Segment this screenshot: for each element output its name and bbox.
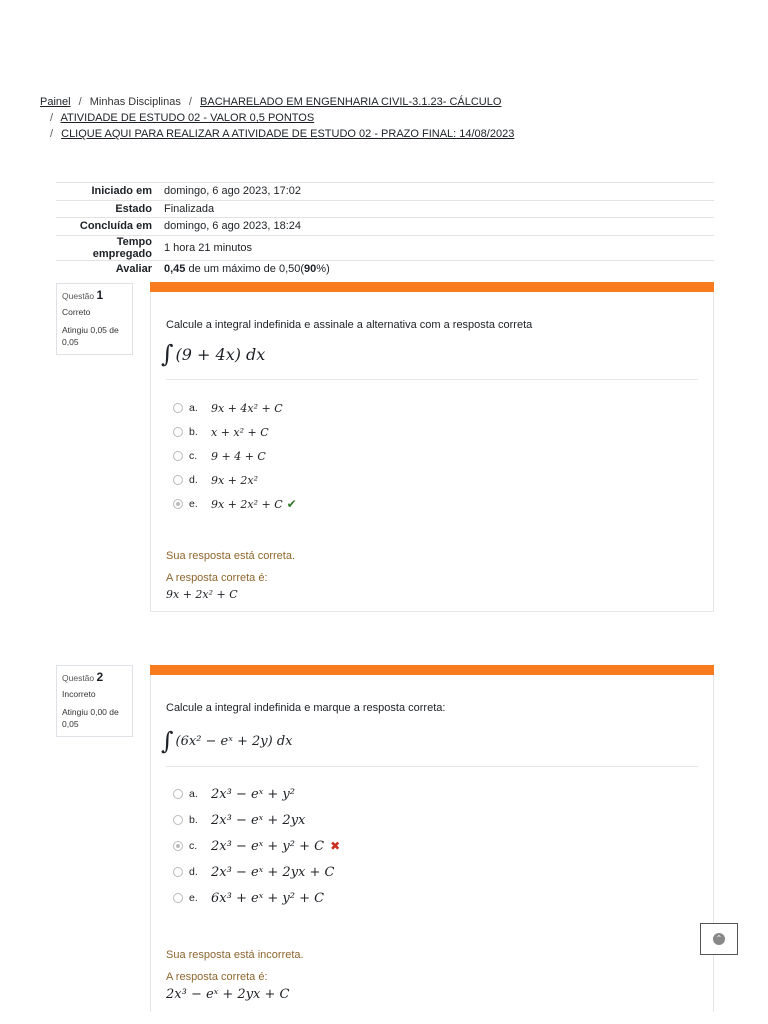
option-e[interactable] bbox=[173, 885, 698, 911]
attempt-summary-table bbox=[56, 182, 714, 278]
question-number: Questão 1 bbox=[62, 288, 104, 302]
breadcrumb-separator: / bbox=[50, 128, 54, 140]
arrow-up-icon: ⌃ bbox=[713, 933, 725, 945]
summary-row-concluida bbox=[56, 218, 714, 236]
summary-label: Iniciado em bbox=[56, 183, 162, 201]
summary-value: 1 hora 21 minutos bbox=[162, 235, 714, 260]
question-formula bbox=[161, 722, 713, 760]
option-math: 6x³ + eˣ + y² + C bbox=[211, 890, 325, 906]
summary-label: Estado bbox=[56, 200, 162, 218]
summary-row-iniciado bbox=[56, 183, 714, 201]
summary-row-tempo bbox=[56, 235, 714, 260]
option-letter: c. bbox=[189, 450, 198, 462]
option-letter: e. bbox=[189, 892, 198, 904]
radio-button[interactable] bbox=[173, 815, 183, 825]
question-content bbox=[150, 675, 714, 1012]
score: 0,45 bbox=[164, 263, 186, 276]
feedback-text: Sua resposta está incorreta. bbox=[166, 949, 304, 961]
summary-row-avaliar bbox=[56, 260, 714, 278]
breadcrumb-painel[interactable]: Painel bbox=[40, 96, 71, 108]
question-content bbox=[150, 292, 714, 612]
option-letter: b. bbox=[189, 426, 198, 438]
radio-button[interactable] bbox=[173, 475, 183, 485]
cross-icon: ✖ bbox=[330, 839, 341, 853]
breadcrumb-separator: / bbox=[188, 96, 192, 108]
summary-row-estado bbox=[56, 200, 714, 218]
summary-value bbox=[162, 260, 714, 278]
option-letter: d. bbox=[189, 866, 198, 878]
option-b[interactable] bbox=[173, 420, 698, 444]
question-info-2 bbox=[56, 665, 133, 737]
score-text-end: %) bbox=[316, 263, 330, 276]
option-math: 2x³ − eˣ + y² bbox=[211, 786, 295, 802]
back-to-top-button[interactable] bbox=[700, 923, 738, 955]
question-header-bar bbox=[150, 282, 714, 292]
option-math: 2x³ − eˣ + 2yx + C bbox=[211, 864, 335, 880]
question-header-bar bbox=[150, 665, 714, 675]
check-icon: ✔ bbox=[286, 497, 297, 511]
radio-button[interactable] bbox=[173, 451, 183, 461]
radio-button[interactable] bbox=[173, 789, 183, 799]
question-text: Calcule a integral indefinida e marque a resposta correta: bbox=[166, 702, 446, 714]
radio-button[interactable] bbox=[173, 893, 183, 903]
radio-button[interactable] bbox=[173, 403, 183, 413]
breadcrumb-curso[interactable]: BACHARELADO EM ENGENHARIA CIVIL-3.1.23- CÁLCULO bbox=[200, 96, 502, 108]
integral-icon: ∫ bbox=[161, 340, 174, 368]
radio-button[interactable] bbox=[173, 867, 183, 877]
option-letter: c. bbox=[189, 840, 198, 852]
question-state: Incorreto bbox=[62, 689, 96, 699]
feedback-text: Sua resposta está correta. bbox=[166, 550, 296, 562]
option-c[interactable] bbox=[173, 444, 698, 468]
question-info-1 bbox=[56, 283, 133, 355]
question-2 bbox=[150, 665, 714, 1012]
breadcrumb-minhas-disciplinas: Minhas Disciplinas bbox=[89, 96, 181, 108]
question-grade: Atingiu 0,05 de 0,05 bbox=[62, 325, 119, 347]
option-e[interactable] bbox=[173, 492, 698, 516]
correct-answer: 9x + 2x² + C bbox=[166, 588, 238, 601]
breadcrumb-separator: / bbox=[78, 96, 82, 108]
option-letter: a. bbox=[189, 788, 198, 800]
option-d[interactable] bbox=[173, 859, 698, 885]
question-grade: Atingiu 0,00 de 0,05 bbox=[62, 707, 119, 729]
option-a[interactable] bbox=[173, 781, 698, 807]
option-d[interactable] bbox=[173, 468, 698, 492]
question-formula bbox=[161, 339, 713, 369]
summary-value: Finalizada bbox=[162, 200, 714, 218]
option-math: 2x³ − eˣ + y² + C bbox=[211, 838, 325, 854]
option-math: 9x + 2x² + C bbox=[211, 497, 283, 511]
question-state: Correto bbox=[62, 307, 91, 317]
breadcrumb-atividade[interactable]: ATIVIDADE DE ESTUDO 02 - VALOR 0,5 PONTOS bbox=[60, 112, 315, 124]
summary-value: domingo, 6 ago 2023, 17:02 bbox=[162, 183, 714, 201]
question-text: Calcule a integral indefinida e assinale a alternativa com a resposta correta bbox=[166, 319, 533, 331]
formula-text: (6x² − eˣ + 2y) dx bbox=[175, 733, 293, 749]
option-math: 9x + 2x² bbox=[211, 473, 259, 487]
summary-label: Tempo empregado bbox=[56, 235, 162, 260]
breadcrumb bbox=[40, 94, 514, 142]
question-feedback bbox=[151, 939, 713, 1012]
score-percent: 90 bbox=[304, 263, 317, 276]
correct-answer-label: A resposta correta é: bbox=[166, 572, 268, 584]
question-feedback bbox=[151, 540, 713, 611]
option-math: x + x² + C bbox=[211, 425, 269, 439]
option-a[interactable] bbox=[173, 396, 698, 420]
answer-options bbox=[151, 380, 713, 516]
option-math: 9 + 4 + C bbox=[211, 449, 266, 463]
option-math: 9x + 4x² + C bbox=[211, 401, 283, 415]
option-letter: b. bbox=[189, 814, 198, 826]
correct-answer: 2x³ − eˣ + 2yx + C bbox=[166, 987, 290, 1002]
option-b[interactable] bbox=[173, 807, 698, 833]
breadcrumb-separator: / bbox=[50, 112, 54, 124]
summary-label: Avaliar bbox=[56, 260, 162, 278]
radio-button-selected[interactable] bbox=[173, 841, 183, 851]
radio-button[interactable] bbox=[173, 427, 183, 437]
breadcrumb-clique[interactable]: CLIQUE AQUI PARA REALIZAR A ATIVIDADE DE ESTUDO 02 - PRAZO FINAL: 14/08/2023 bbox=[61, 128, 515, 140]
score-text: de um máximo de 0,50( bbox=[185, 263, 305, 276]
question-number: Questão 2 bbox=[62, 670, 104, 684]
option-letter: a. bbox=[189, 402, 198, 414]
option-c[interactable] bbox=[173, 833, 698, 859]
summary-value: domingo, 6 ago 2023, 18:24 bbox=[162, 218, 714, 236]
option-letter: d. bbox=[189, 474, 198, 486]
formula-text: (9 + 4x) dx bbox=[175, 344, 266, 364]
question-1 bbox=[150, 282, 714, 612]
answer-options bbox=[151, 767, 713, 911]
option-letter: e. bbox=[189, 498, 198, 510]
option-math: 2x³ − eˣ + 2yx bbox=[211, 812, 306, 828]
correct-answer-label: A resposta correta é: bbox=[166, 971, 268, 983]
integral-icon: ∫ bbox=[161, 727, 174, 755]
radio-button-selected[interactable] bbox=[173, 499, 183, 509]
summary-label: Concluída em bbox=[56, 218, 162, 236]
